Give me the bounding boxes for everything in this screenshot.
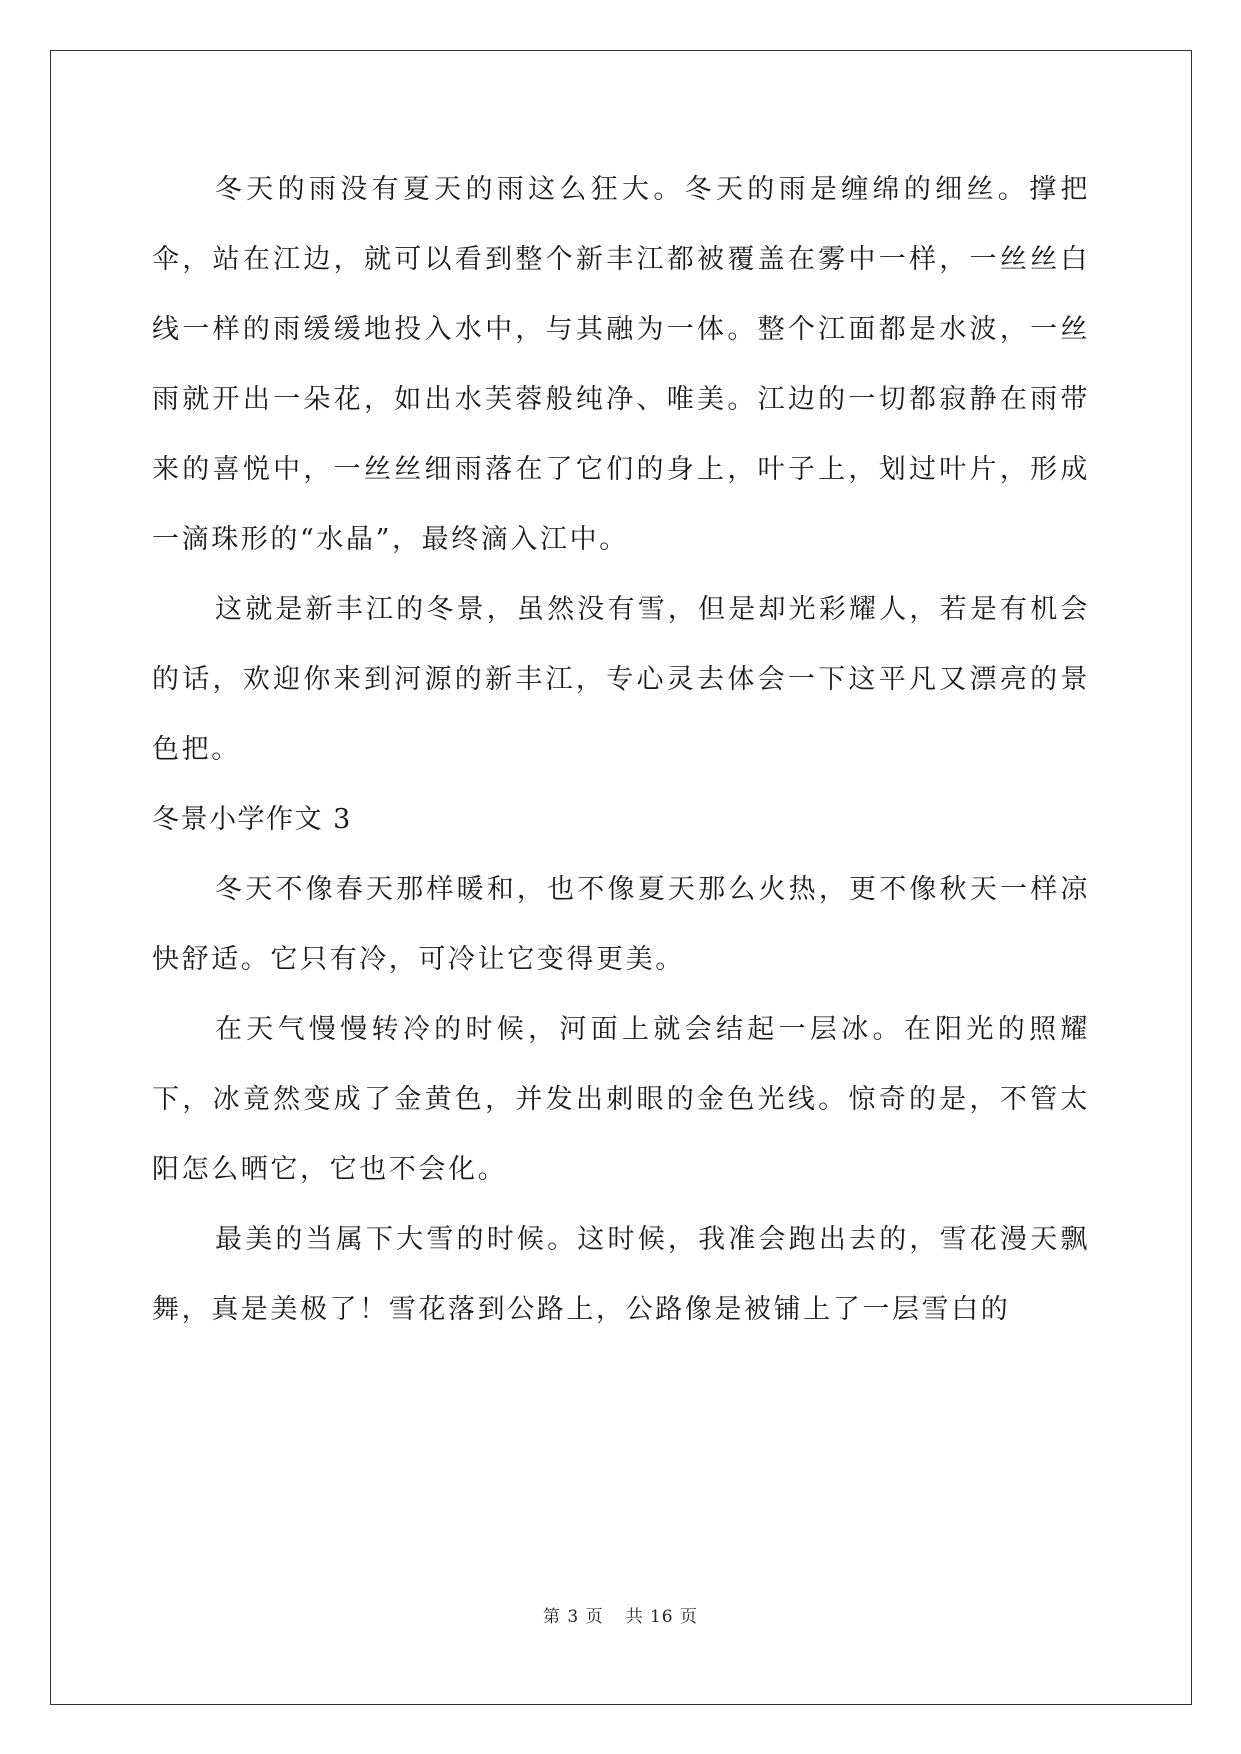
page-footer: [0, 1602, 1241, 1627]
page-total: 共 16 页: [625, 1607, 699, 1627]
essay-title: 冬景小学作文 3: [152, 804, 352, 835]
paragraph-winter-scenery: 这就是新丰江的冬景，虽然没有雪，但是却光彩耀人，若是有机会的话，欢迎你来到河源的新丰江，专心灵去体会一下这平凡又漂亮的景色把。: [152, 594, 1090, 765]
paragraph-snowfall: 最美的当属下大雪的时候。这时候，我准会跑出去的，雪花漫天飘舞，真是美极了！雪花落到公路上，公路像是被铺上了一层雪白的: [152, 1224, 1090, 1325]
paragraph-winter-cold: 冬天不像春天那样暖和，也不像夏天那么火热，更不像秋天一样凉快舒适。它只有冷，可冷让它变得更美。: [152, 874, 1090, 975]
page-number: 第 3 页: [542, 1607, 604, 1627]
paragraph-river-ice: 在天气慢慢转冷的时候，河面上就会结起一层冰。在阳光的照耀下，冰竟然变成了金黄色，并发出刺眼的金色光线。惊奇的是，不管太阳怎么晒它，它也不会化。: [152, 1014, 1090, 1185]
paragraph-winter-rain: 冬天的雨没有夏天的雨这么狂大。冬天的雨是缠绵的细丝。撑把伞，站在江边，就可以看到整个新丰江都被覆盖在雾中一样，一丝丝白线一样的雨缓缓地投入水中，与其融为一体。整个江面都是水波，一丝雨就开出一朵花，如出水芙蓉般纯净、唯美。江边的一切都寂静在雨带来的喜悦中，一丝丝细雨落在了它们的身上，叶子上，划过叶片，形成一滴珠形的“水晶”，最终滴入江中。: [152, 174, 1090, 555]
document-body: [152, 155, 1090, 1345]
